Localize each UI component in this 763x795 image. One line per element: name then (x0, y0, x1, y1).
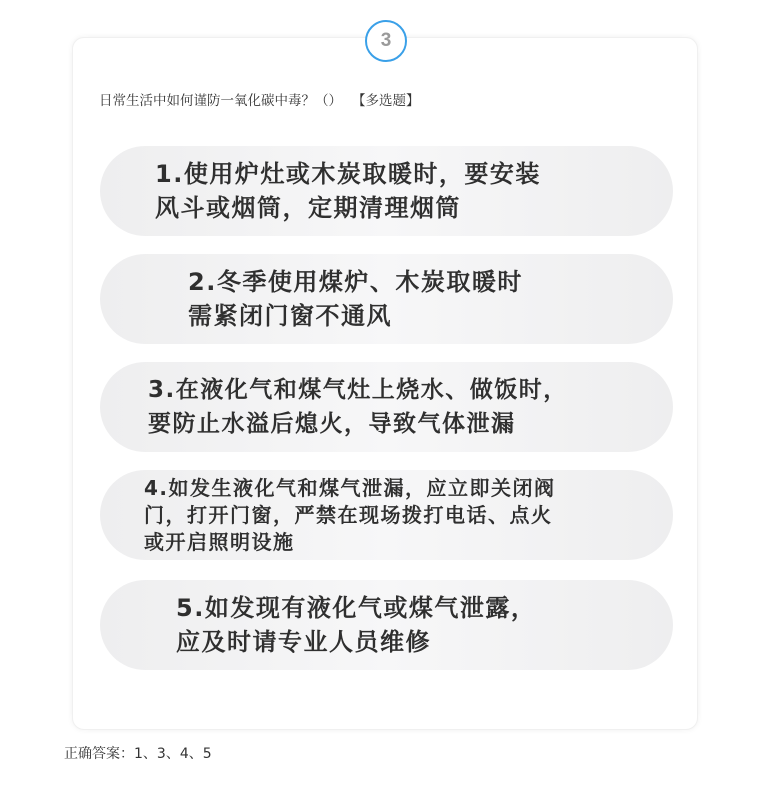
question-stem: 日常生活中如何谨防一氧化碳中毒？（） (99, 93, 342, 109)
option-5[interactable] (100, 580, 673, 670)
option-line: 1.使用炉灶或木炭取暖时，要安装 (155, 160, 541, 188)
option-line: 要防止水溢后熄火，导致气体泄漏 (148, 411, 516, 437)
question-type-tag: 【多选题】 (352, 93, 420, 109)
option-2[interactable] (100, 254, 673, 344)
option-line: 需紧闭门窗不通风 (188, 302, 392, 330)
option-line: 门，打开门窗，严禁在现场拨打电话、点火 (144, 502, 553, 527)
option-4[interactable] (100, 470, 673, 560)
option-3[interactable] (100, 362, 673, 452)
question-number-badge: 3 (365, 20, 407, 62)
option-line: 3.在液化气和煤气灶上烧水、做饭时， (148, 377, 568, 403)
correct-answer: 正确答案：1、3、4、5 (64, 746, 212, 762)
option-line: 2.冬季使用煤炉、木炭取暖时 (188, 268, 523, 296)
option-1[interactable] (100, 146, 673, 236)
option-line: 应及时请专业人员维修 (176, 628, 431, 656)
option-line: 5.如发现有液化气或煤气泄露， (176, 594, 537, 622)
option-line: 或开启照明设施 (144, 529, 295, 554)
question-text (99, 89, 420, 109)
option-line: 4.如发生液化气和煤气泄漏，应立即关闭阀 (144, 475, 556, 500)
option-line: 风斗或烟筒，定期清理烟筒 (155, 194, 461, 222)
